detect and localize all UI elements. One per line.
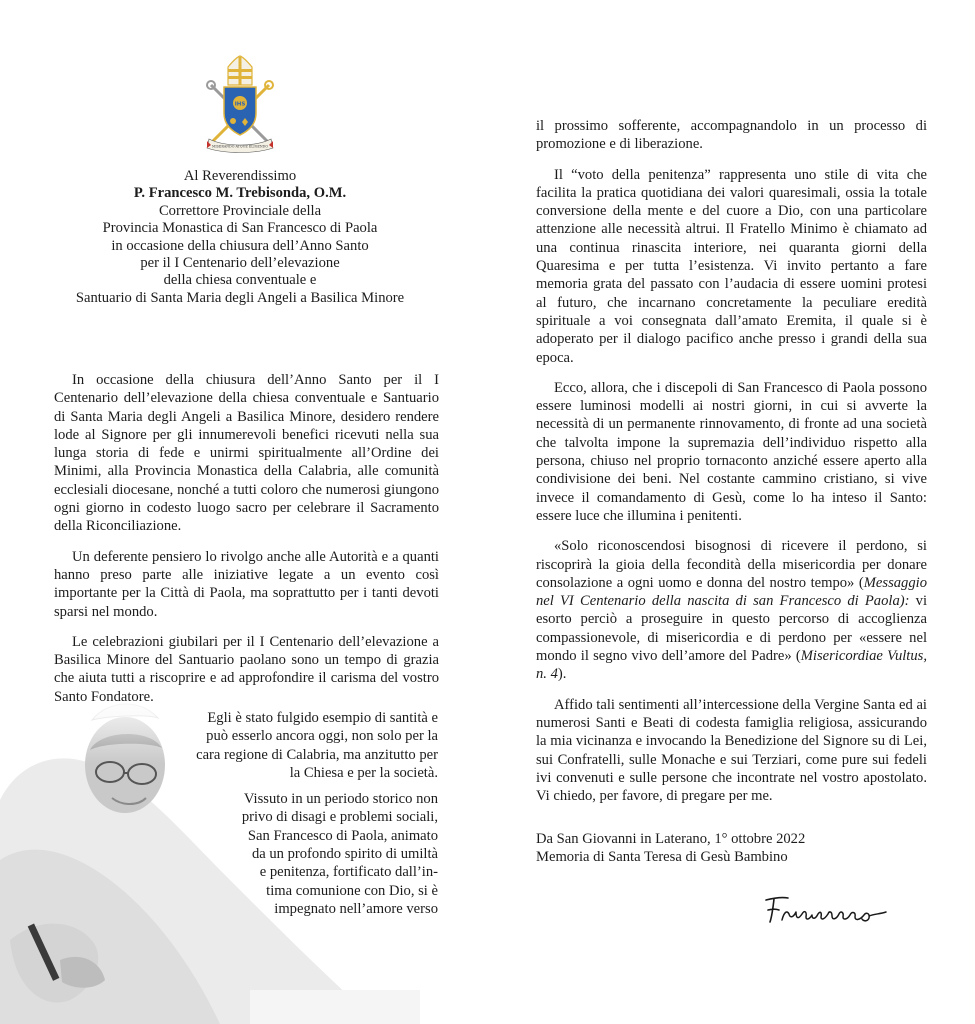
paragraph-line: privo di disagi e problemi sociali, <box>241 809 438 826</box>
citation-message: Messaggio nel VI Centenario della nascita di san Francesco di Paola): <box>536 574 927 610</box>
quote-text: vi esorto perciò a proseguire in questo percorso di accoglienza compassionevole, di misericordia e di perdono per «essere nel mondo il segno vivo dell’amore del Padre» ( <box>536 593 928 665</box>
papal-coat-of-arms <box>205 55 275 155</box>
address-line: Santuario di Santa Maria degli Angeli a Basilica Minore <box>75 289 405 306</box>
body-paragraph: Il “voto della penitenza” rappresenta uno stile di vita che facilita la pratica quotidiana dei valori quaresimali, ossia la totale conversione della mente e del cuore a Dio, con una particolare attenzione alle necessità altrui. Il Fratello Minimo è chiamato ad una continua rinascita interiore, nei quaranta giorni della Quaresima e per tutta l’esistenza. Vi invito pertanto a fare memoria grata del passato con l’audacia di essere uomini protesi al futuro, che incarnano concretamente la peculiare eredità spirituale a voi consegnata dall’amato Eremita, il quale si è adoperato per il dialogo pacifico anche presso i grandi della sua epoca. <box>536 166 927 366</box>
paragraph-line: da un profondo spirito di umiltà <box>251 846 438 863</box>
body-paragraph: Affido tali sentimenti all’intercessione della Vergine Santa ed ai numerosi Santi e Beati di codesta famiglia religiosa, assicurando la mia vicinanza e invocando la Benedizione del Signore su di Lei, sui Confratelli, sulle Monache e sui Terziari, come pure sui fedeli ivi convenuti e sulle persone che incontrate nel vostro apostolato. Vi chiedo, per favore, di pregare per me. <box>536 696 927 805</box>
address-line: Correttore Provinciale della <box>158 202 322 219</box>
paragraph-line: cara regione di Calabria, ma anzitutto per <box>196 746 438 763</box>
addressee-name: P. Francesco M. Trebisonda, O.M. <box>133 185 347 202</box>
closing-block <box>536 831 805 866</box>
address-line: in occasione della chiusura dell’Anno Santo <box>111 237 369 254</box>
body-paragraph-quote <box>536 537 927 683</box>
paragraph-line: tima comunione con Dio, si è <box>266 882 438 899</box>
paragraph-line: Egli è stato fulgido esempio di santità e <box>207 710 438 726</box>
wrapped-paragraph <box>150 709 438 918</box>
right-column <box>536 117 927 817</box>
left-column <box>54 371 439 718</box>
address-line: per il I Centenario dell’elevazione <box>140 255 340 272</box>
coat-motto: MISERANDO ATQUE ELIGENDO <box>212 144 268 149</box>
place-date: Da San Giovanni in Laterano, 1° ottobre 2022 <box>536 831 806 847</box>
body-paragraph: Ecco, allora, che i discepoli di San Francesco di Paola possono essere luminosi modelli ai nostri giorni, in cui si avverte la necessità di un permanente rinnovamento, di fronte ad una società che talvolta impone la supremazia dell’individuo rispetto alla persona, chiuso nel proprio tornaconto anziché essere aperto alla condivisione dei beni. Nel costante cammino cristiano, si vive invece il comandamento di Gesù, come lo ha inteso il Santo: essere luce che illumina i penitenti. <box>536 379 927 524</box>
liturgical-memorial: Memoria di Santa Teresa di Gesù Bambino <box>536 848 788 865</box>
paragraph-line: Vissuto in un periodo storico non <box>243 791 438 808</box>
body-paragraph: Un deferente pensiero lo rivolgo anche alle Autorità e a quanti hanno preso parte alle iniziative legate a un evento così importante per la Città di Paola, ma soprattutto per i tanti devoti sparsi nel mondo. <box>54 548 439 620</box>
paragraph-line: la Chiesa e per la società. <box>289 764 438 781</box>
quote-text: «Solo riconoscendosi bisognosi di ricevere il perdono, si riscoprirà la gioia della fecondità della misericordia per donare consolazione a ogni uomo e donna del nostro tempo» ( <box>536 538 927 591</box>
paragraph-line: e penitenza, fortificato dall’in- <box>259 864 438 881</box>
address-line: Provincia Monastica di San Francesco di Paola <box>102 220 378 237</box>
coat-monogram: IHS <box>234 101 246 108</box>
paragraph-line: impegnato nell’amore verso <box>274 900 438 917</box>
body-paragraph: In occasione della chiusura dell’Anno Santo per il I Centenario dell’elevazione della chiesa conventuale e Santuario di Santa Maria degli Angeli a Basilica Minore, desidero rendere lode al Signore per gli innumerevoli benefici ricevuti nella sua lunga storia di fede e unirmi spiritualmente all’Ordine dei Minimi, alla Provincia Monastica della Calabria, alle comunità ecclesiali diocesane, nonché a tutti coloro che numerosi giungono ogni giorno in codesto luogo sacro per celebrare il Sacramento della Riconciliazione. <box>54 372 439 535</box>
addressee-block <box>40 168 440 307</box>
body-paragraph: il prossimo sofferente, accompagnandolo in un processo di promozione e di liberazione. <box>536 118 927 153</box>
quote-text: ). <box>557 666 567 683</box>
paragraph-line: può esserlo ancora oggi, non solo per la <box>206 728 438 745</box>
address-line: Al Reverendissimo <box>183 168 297 184</box>
address-line: della chiesa conventuale e <box>163 272 317 289</box>
citation-bull: Misericordiae Vultus, n. 4 <box>536 648 927 683</box>
body-paragraph: Le celebrazioni giubilari per il I Centenario dell’elevazione a Basilica Minore del Santuario paolano sono un tempo di grazia che aiuta tutti a riscoprire e ad approfondire il carisma del vostro Santo Fondatore. <box>54 633 439 705</box>
paragraph-line: San Francesco di Paola, animato <box>247 827 438 844</box>
handwritten-signature <box>760 890 892 930</box>
